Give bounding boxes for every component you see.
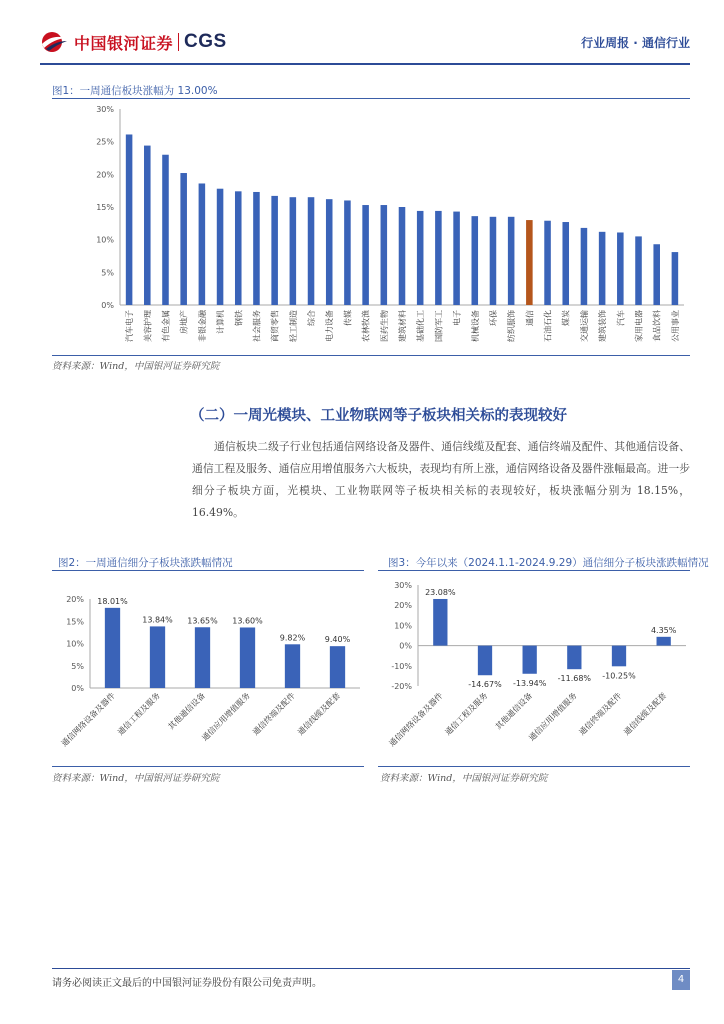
data-label: 4.35% bbox=[650, 625, 677, 635]
bar bbox=[653, 244, 660, 305]
category-label: 通信线缆及配套 bbox=[295, 691, 342, 738]
data-label: 9.82% bbox=[279, 633, 306, 643]
bar bbox=[657, 637, 671, 646]
category-label: 通信终端及配件 bbox=[577, 691, 624, 738]
data-label: -13.94% bbox=[512, 678, 547, 688]
bar bbox=[617, 232, 624, 305]
bar bbox=[308, 197, 315, 305]
category-label: 煤炭 bbox=[561, 310, 571, 326]
category-label: 电子 bbox=[452, 310, 462, 326]
y-tick-label: 0% bbox=[101, 301, 114, 310]
data-label: -11.68% bbox=[557, 674, 592, 684]
category-label: 通信 bbox=[525, 310, 535, 326]
category-label: 农林牧渔 bbox=[361, 310, 371, 342]
category-label: 钢铁 bbox=[234, 310, 244, 326]
y-tick-label: -20% bbox=[391, 682, 412, 691]
fig1-source: 资料来源：Wind，中国银河证券研究院 bbox=[52, 361, 220, 372]
category-label: 机械设备 bbox=[470, 310, 480, 342]
bar bbox=[326, 199, 333, 305]
bar bbox=[672, 252, 679, 305]
category-label: 电力设备 bbox=[325, 310, 335, 342]
y-tick-label: -10% bbox=[391, 661, 412, 671]
logo-divider bbox=[178, 33, 179, 51]
data-label: 18.01% bbox=[97, 596, 128, 606]
data-label: 13.84% bbox=[142, 615, 173, 625]
data-label: 23.08% bbox=[425, 587, 456, 597]
category-label: 通信工程及服务 bbox=[115, 691, 162, 738]
y-tick-label: 5% bbox=[71, 661, 84, 671]
bar bbox=[362, 205, 369, 305]
bar bbox=[523, 646, 537, 674]
category-label: 轻工制造 bbox=[288, 310, 298, 342]
category-label: 综合 bbox=[307, 310, 317, 326]
category-label: 商贸零售 bbox=[270, 310, 280, 342]
bar bbox=[162, 155, 169, 305]
fig1-title: 图1：一周通信板块涨幅为 13.00% bbox=[52, 85, 218, 97]
fig3-source: 资料来源：Wind，中国银河证券研究院 bbox=[380, 773, 548, 784]
category-label: 其他通信设备 bbox=[493, 691, 535, 732]
bar bbox=[399, 207, 406, 305]
bar bbox=[478, 646, 492, 676]
fig3-bottom-rule bbox=[378, 766, 690, 767]
category-label: 有色金属 bbox=[161, 310, 171, 342]
bar bbox=[235, 191, 242, 305]
data-label: -10.25% bbox=[602, 671, 636, 681]
bar bbox=[508, 217, 515, 305]
bar bbox=[381, 205, 388, 305]
bar bbox=[581, 228, 588, 305]
category-label: 计算机 bbox=[216, 310, 226, 334]
fig2-bottom-rule bbox=[52, 766, 364, 767]
bar bbox=[240, 627, 255, 688]
fig2-title-rule bbox=[52, 570, 364, 571]
bar bbox=[544, 221, 551, 305]
category-label: 非银金融 bbox=[197, 310, 207, 342]
bar bbox=[612, 646, 626, 667]
fig3-chart bbox=[378, 572, 690, 762]
section-paragraph: 通信板块二级子行业包括通信网络设备及器件、通信线缆及配套、通信终端及配件、其他通信设备、通信工程及服务、通信应用增值服务六大板块，表现均有所上涨，通信网络设备及器件涨幅最高。进一步细分子板块方面，光模块、工业物联网等子板块相关标的表现较好，板块涨幅分别为 18.15%，16.49%。 bbox=[192, 440, 690, 519]
bar bbox=[453, 212, 460, 305]
y-tick-label: 0% bbox=[399, 641, 412, 651]
bar bbox=[199, 183, 206, 305]
category-label: 通信应用增值服务 bbox=[200, 691, 252, 743]
logo-chinese-name: 中国银河证券 bbox=[74, 33, 174, 53]
y-tick-label: 15% bbox=[96, 203, 114, 212]
category-label: 医药生物 bbox=[379, 310, 389, 342]
category-label: 房地产 bbox=[179, 310, 189, 334]
y-tick-label: 20% bbox=[394, 601, 412, 611]
fig2-title: 图2：一周通信细分子板块涨跌幅情况 bbox=[58, 557, 233, 569]
bar bbox=[217, 189, 224, 305]
bar bbox=[271, 196, 278, 305]
category-label: 汽车电子 bbox=[125, 310, 135, 342]
bar bbox=[253, 192, 260, 305]
category-label: 通信网络设备及器件 bbox=[387, 691, 445, 749]
bar bbox=[567, 646, 581, 670]
category-label: 美容护理 bbox=[143, 310, 153, 342]
y-tick-label: 5% bbox=[101, 268, 114, 278]
bar bbox=[417, 211, 424, 305]
y-tick-label: 10% bbox=[96, 235, 114, 245]
category-label: 国防军工 bbox=[434, 310, 444, 342]
bar bbox=[344, 200, 351, 305]
footer-divider bbox=[52, 968, 690, 969]
category-label: 纺织服饰 bbox=[507, 310, 517, 342]
category-label: 基础化工 bbox=[416, 310, 426, 342]
bar bbox=[105, 608, 120, 688]
category-label: 交通运输 bbox=[579, 310, 589, 342]
category-label: 公用事业 bbox=[670, 310, 680, 342]
category-label: 通信网络设备及器件 bbox=[59, 691, 117, 749]
category-label: 石油石化 bbox=[543, 310, 553, 342]
bar bbox=[433, 599, 447, 646]
fig1-title-rule bbox=[52, 98, 690, 99]
bar bbox=[144, 146, 151, 305]
bar bbox=[330, 646, 345, 688]
category-label: 通信线缆及配套 bbox=[622, 691, 669, 738]
category-label: 家用电器 bbox=[634, 310, 644, 342]
category-label: 汽车 bbox=[616, 310, 626, 326]
category-label: 通信终端及配件 bbox=[250, 691, 297, 738]
category-label: 食品饮料 bbox=[652, 310, 662, 342]
bar bbox=[471, 216, 478, 305]
fig1-chart bbox=[52, 100, 690, 350]
bar bbox=[290, 197, 297, 305]
brand-logo bbox=[40, 30, 227, 54]
category-label: 通信应用增值服务 bbox=[527, 691, 579, 743]
footer-disclaimer: 请务必阅读正文最后的中国银河证券股份有限公司免责声明。 bbox=[52, 978, 322, 989]
bar bbox=[126, 134, 133, 305]
bar bbox=[150, 626, 165, 688]
report-type: 行业周报 · 通信行业 bbox=[581, 36, 690, 50]
y-tick-label: 0% bbox=[71, 684, 84, 693]
section-heading: （二）一周光模块、工业物联网等子板块相关标的表现较好 bbox=[190, 407, 567, 424]
data-label: 13.65% bbox=[187, 616, 218, 626]
category-label: 其他通信设备 bbox=[166, 691, 207, 732]
data-label: -14.67% bbox=[468, 680, 502, 690]
category-label: 通信工程及服务 bbox=[443, 691, 490, 738]
category-label: 环保 bbox=[488, 310, 498, 326]
y-tick-label: 10% bbox=[66, 639, 84, 649]
bar bbox=[490, 217, 497, 305]
bar bbox=[635, 236, 642, 305]
galaxy-logo-icon bbox=[40, 30, 68, 54]
y-tick-label: 20% bbox=[66, 595, 84, 604]
bar bbox=[562, 222, 569, 305]
header-divider bbox=[40, 63, 690, 65]
fig1-bottom-rule bbox=[52, 355, 690, 356]
y-tick-label: 20% bbox=[96, 170, 114, 180]
data-label: 9.40% bbox=[324, 635, 351, 645]
bar bbox=[435, 211, 442, 305]
category-label: 社会服务 bbox=[252, 310, 262, 342]
category-label: 传媒 bbox=[343, 310, 353, 326]
fig3-title: 图3：今年以来（2024.1.1-2024.9.29）通信细分子板块涨跌幅情况 bbox=[388, 557, 709, 569]
category-label: 建筑装饰 bbox=[598, 310, 608, 342]
data-label: 13.60% bbox=[232, 616, 263, 626]
bar bbox=[195, 627, 210, 688]
fig2-chart bbox=[52, 572, 364, 762]
page-number: 4 bbox=[672, 970, 690, 990]
bar bbox=[599, 232, 606, 305]
bar bbox=[526, 220, 533, 305]
bar bbox=[285, 644, 300, 688]
fig3-title-rule bbox=[378, 570, 690, 571]
y-tick-label: 25% bbox=[96, 137, 114, 147]
y-tick-label: 10% bbox=[394, 621, 412, 631]
y-tick-label: 30% bbox=[96, 105, 114, 114]
y-tick-label: 15% bbox=[66, 617, 84, 627]
logo-english-name: CGS bbox=[184, 31, 227, 52]
category-label: 建筑材料 bbox=[398, 310, 407, 342]
y-tick-label: 30% bbox=[394, 581, 412, 590]
bar bbox=[180, 173, 187, 305]
fig2-source: 资料来源：Wind，中国银河证券研究院 bbox=[52, 773, 220, 784]
